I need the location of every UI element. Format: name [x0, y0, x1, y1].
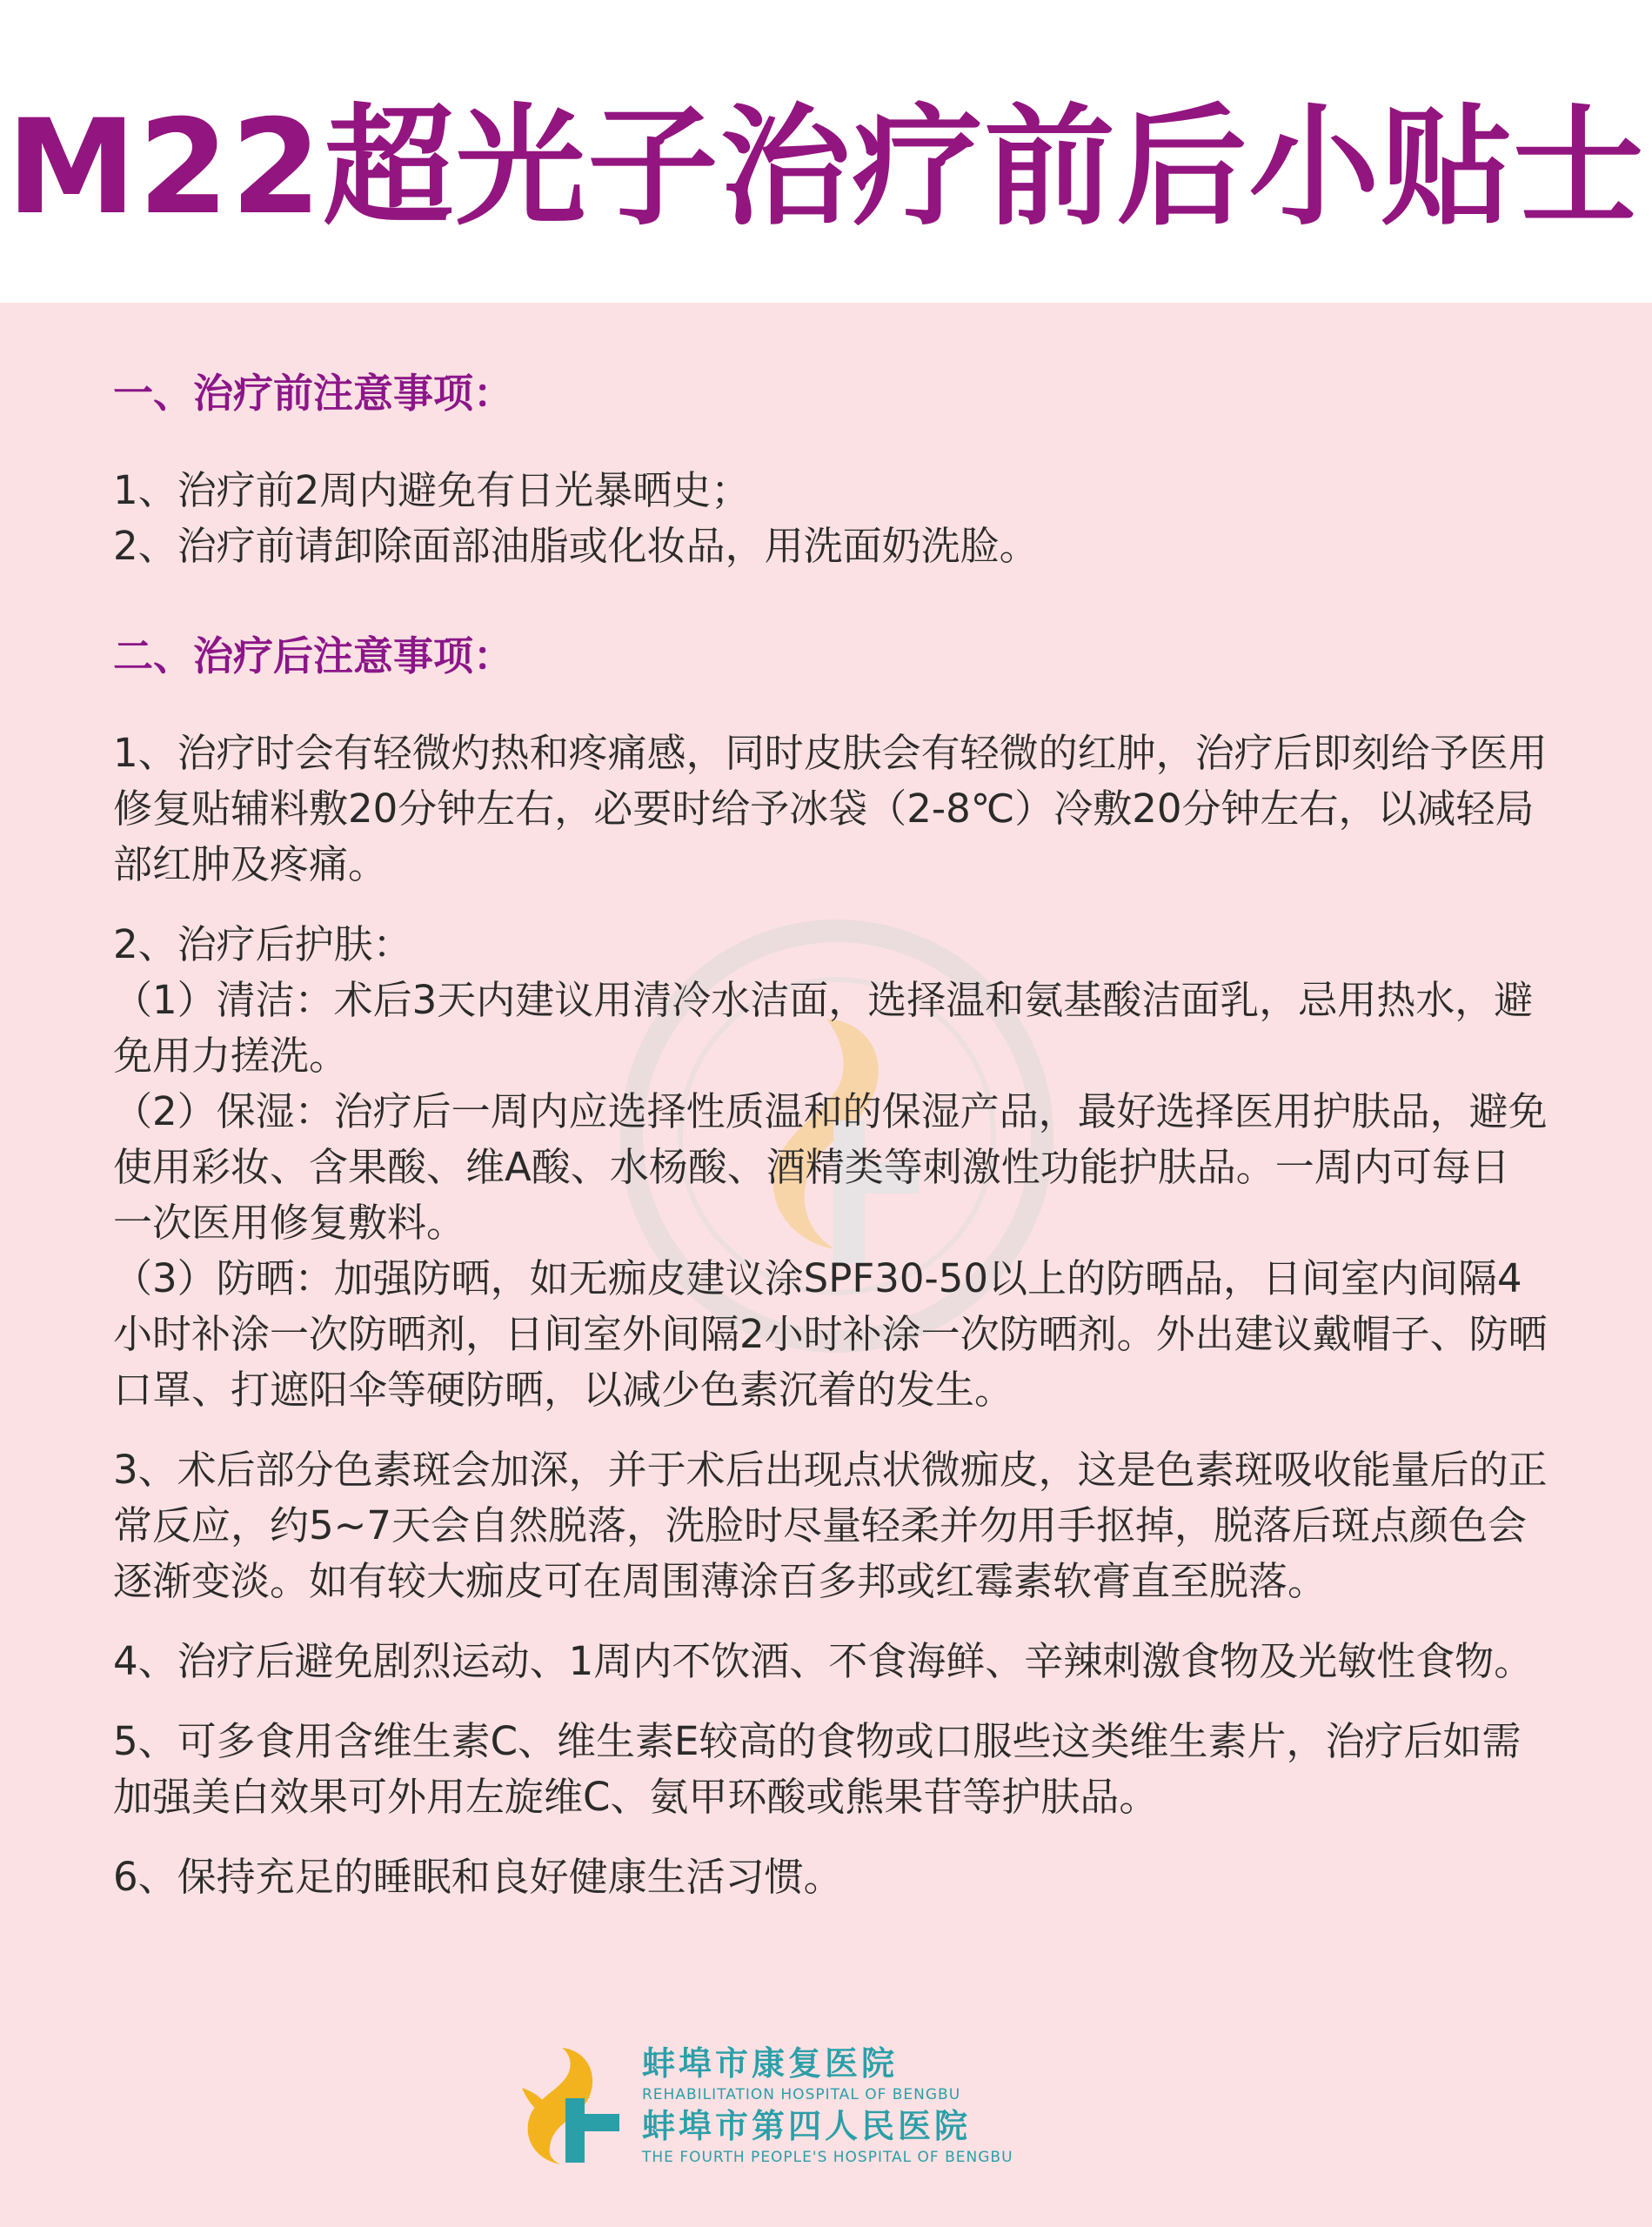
list-item: 2、治疗前请卸除面部油脂或化妆品，用洗面奶洗脸。	[113, 523, 1039, 569]
list-item: 1、治疗前2周内避免有日光暴晒史；	[113, 467, 751, 513]
list-item: 3、术后部分色素斑会加深，并于术后出现点状微痂皮，这是色素斑吸收能量后的正常反应，约5~7天会自然脱落，洗脸时尽量轻柔并勿用手抠掉，脱落后斑点颜色会逐渐变淡。如有较大痂皮可在周围薄涂百多邦或红霉素软膏直至脱落。	[113, 1447, 1548, 1604]
list-item: 4、治疗后避免剧烈运动、1周内不饮酒、不食海鲜、辛辣刺激食物及光敏性食物。	[113, 1638, 1534, 1684]
section-heading-before: 一、治疗前注意事项：	[113, 370, 513, 417]
sub-item-sun-protection: （3）防晒：加强防晒，如无痂皮建议涂SPF30-50以上的防晒品，日间室内间隔4小时补涂一次防晒剂，日间室外间隔2小时补涂一次防晒剂。外出建议戴帽子、防晒口罩、打遮阳伞等硬防晒，以减少色素沉着的发生。	[113, 1255, 1548, 1413]
hospital-name-cn: 蚌埠市康复医院	[642, 2044, 899, 2083]
hospital-name-en-2: THE FOURTH PEOPLE'S HOSPITAL OF BENGBU	[642, 2149, 1013, 2166]
content	[113, 365, 1548, 1905]
hospital-name-cn-2: 蚌埠市第四人民医院	[642, 2107, 972, 2145]
hospital-name-en: REHABILITATION HOSPITAL OF BENGBU	[642, 2086, 961, 2103]
list-item: 6、保持充足的睡眠和良好健康生活习惯。	[113, 1854, 843, 1900]
header	[0, 0, 1652, 303]
hospital-logo-icon	[512, 2044, 630, 2164]
footer	[512, 2044, 1013, 2166]
list-item-heading: 2、治疗后护肤：	[113, 921, 412, 967]
list-item: 1、治疗时会有轻微灼热和疼痛感，同时皮肤会有轻微的红肿，治疗后即刻给予医用修复贴辅料敷20分钟左右，必要时给予冰袋（2-8℃）冷敷20分钟左右，以减轻局部红肿及疼痛。	[113, 730, 1548, 887]
sub-item-moisturizing: （2）保湿：治疗后一周内应选择性质温和的保湿产品，最好选择医用护肤品，避免使用彩妆、含果酸、维A酸、水杨酸、酒精类等刺激性功能护肤品。一周内可每日一次医用修复敷料。	[113, 1088, 1548, 1246]
list-item: 5、可多食用含维生素C、维生素E较高的食物或口服些这类维生素片，治疗后如需加强美白效果可外用左旋维C、氨甲环酸或熊果苷等护肤品。	[113, 1718, 1522, 1820]
page-title: M22超光子治疗前后小贴士	[6, 92, 1646, 244]
sub-item-cleaning: （1）清洁：术后3天内建议用清冷水洁面，选择温和氨基酸洁面乳，忌用热水，避免用力搓洗。	[113, 977, 1534, 1079]
section-heading-after: 二、治疗后注意事项：	[113, 632, 513, 679]
